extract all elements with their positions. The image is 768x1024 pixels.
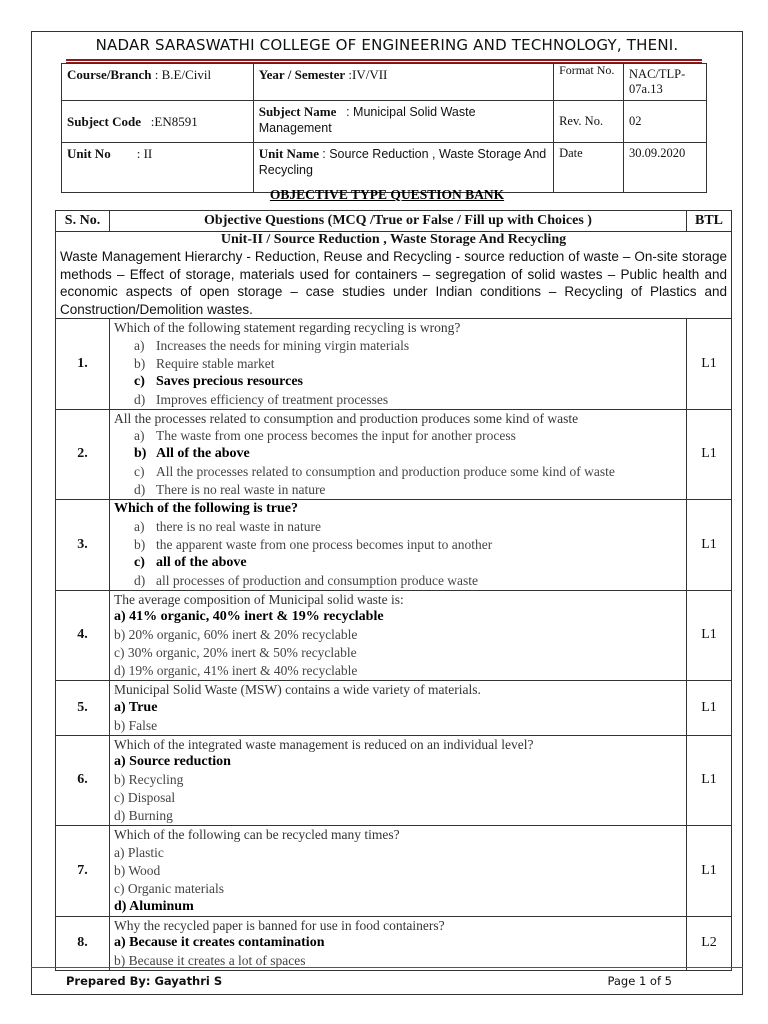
course-label: Course/Branch: [67, 67, 152, 82]
answer-option: [114, 934, 682, 952]
unit-no-cell: [62, 143, 254, 193]
format-label: Format No.: [554, 64, 624, 101]
answer-option: [114, 427, 682, 445]
question-text: Which of the following statement regarding recycling is wrong?: [114, 320, 461, 335]
question-text: Why the recycled paper is banned for use in food containers?: [114, 917, 445, 933]
question-text: Which of the following is true?: [114, 501, 298, 516]
question-row: [56, 681, 732, 736]
question-cell: [110, 590, 687, 681]
option-label: b): [134, 355, 146, 371]
option-text: b) False: [114, 717, 158, 733]
option-text: a) Source reduction: [114, 754, 231, 769]
question-cell: [110, 681, 687, 736]
unit-syllabus-cell: [56, 232, 732, 319]
unit-name-value: : Source Reduction , Waste Storage And Recycling: [258, 147, 547, 177]
year-label: Year / Semester: [258, 67, 346, 82]
option-label: c): [134, 464, 145, 479]
answer-option: [114, 391, 682, 409]
question-text: Which of the integrated waste management is reduced on an individual level?: [114, 736, 534, 752]
page-number: Page 1 of 5: [607, 974, 672, 988]
btl-level: L2: [687, 916, 732, 971]
option-text: b) Because it creates a lot of spaces: [114, 953, 306, 968]
date-value: 30.09.2020: [624, 143, 707, 193]
date-label: Date: [554, 143, 624, 193]
answer-option: [114, 699, 682, 717]
answer-option: [114, 572, 682, 590]
rev-value: 02: [624, 101, 707, 143]
subject-code-cell: [62, 101, 254, 143]
btl-level: L1: [687, 500, 732, 591]
answer-option: [114, 898, 682, 916]
question-number: 2.: [56, 409, 110, 500]
rev-label: Rev. No.: [554, 101, 624, 143]
option-text: the apparent waste from one process becomes input to another: [156, 536, 493, 552]
unit-no-label: Unit No: [67, 146, 111, 161]
option-text: d) Burning: [114, 808, 173, 823]
subject-code-label: Subject Code: [67, 113, 142, 129]
answer-option: [114, 626, 682, 644]
option-text: All the processes related to consumption and production produce some kind of waste: [156, 464, 615, 479]
question-cell: [110, 916, 687, 971]
question-row: [56, 409, 732, 500]
question-text: All the processes related to consumption and production produces some kind of waste: [114, 410, 579, 426]
option-text: all of the above: [156, 554, 247, 570]
question-cell: [110, 826, 687, 917]
option-text: c) Disposal: [114, 790, 176, 805]
option-text: d) 19% organic, 41% inert & 40% recyclable: [114, 663, 358, 678]
option-text: b) Wood: [114, 862, 161, 878]
option-text: b) 20% organic, 60% inert & 20% recyclable: [114, 627, 358, 642]
answer-option: [114, 518, 682, 536]
option-label: b): [134, 446, 147, 461]
option-text: c) Organic materials: [114, 880, 224, 896]
btl-level: L1: [687, 590, 732, 681]
answer-option: [114, 608, 682, 626]
option-text: there is no real waste in nature: [156, 518, 321, 534]
page-footer: [66, 974, 702, 992]
option-label: a): [134, 428, 145, 443]
question-number: 4.: [56, 590, 110, 681]
btl-level: L1: [687, 409, 732, 500]
option-label: a): [134, 337, 145, 353]
option-label: d): [134, 572, 146, 588]
unit-no-value: : II: [136, 146, 153, 161]
answer-option: [114, 844, 682, 862]
answer-option: [114, 463, 682, 481]
question-cell: [110, 735, 687, 826]
option-text: a) Plastic: [114, 844, 164, 860]
option-label: c): [134, 554, 145, 570]
unit-name-cell: [253, 143, 553, 193]
subject-name-value: : Municipal Solid Waste Management: [258, 105, 476, 135]
question-row: [56, 826, 732, 917]
option-text: Require stable market: [156, 355, 275, 371]
unit-name-label: Unit Name: [258, 146, 320, 161]
answer-option: [114, 862, 682, 880]
option-text: a) 41% organic, 40% inert & 19% recyclable: [114, 609, 384, 624]
btl-level: L1: [687, 826, 732, 917]
answer-option: [114, 717, 682, 735]
question-text: Municipal Solid Waste (MSW) contains a wide variety of materials.: [114, 682, 481, 697]
answer-option: [114, 536, 682, 554]
question-bank-title: OBJECTIVE TYPE QUESTION BANK: [269, 187, 505, 202]
format-value: NAC/TLP-07a.13: [624, 64, 707, 101]
col-header-sno: S. No.: [56, 211, 110, 232]
answer-option: [114, 355, 682, 373]
answer-option: [114, 644, 682, 662]
col-header-btl: BTL: [687, 211, 732, 232]
question-text: The average composition of Municipal solid waste is:: [114, 591, 404, 607]
unit-syllabus: Waste Management Hierarchy - Reduction, Reuse and Recycling - source reduction of waste – On-site storage methods – Effect of storage, materials used for containers – segregation of solid wastes – Public health and economic aspects of open storage – case studies under Indian conditions – Recycling of Plastics and Construction/Demolition wastes.: [60, 249, 727, 317]
answer-option: [114, 753, 682, 771]
subject-name-label: Subject Name: [258, 104, 337, 119]
question-number: 1.: [56, 319, 110, 410]
year-value: :IV/VII: [348, 67, 388, 82]
question-text: Which of the following can be recycled many times?: [114, 827, 400, 842]
answer-option: [114, 337, 682, 355]
option-text: all processes of production and consumption produce waste: [156, 572, 479, 588]
course-info-table: [61, 63, 707, 193]
option-text: d) Aluminum: [114, 898, 194, 914]
answer-option: [114, 807, 682, 825]
question-row: [56, 500, 732, 591]
course-value: : B.E/Civil: [154, 67, 212, 82]
answer-option: [114, 554, 682, 572]
question-cell: [110, 409, 687, 500]
option-text: a) Because it creates contamination: [114, 935, 325, 950]
question-number: 8.: [56, 916, 110, 971]
option-label: d): [134, 482, 146, 497]
question-table: [55, 210, 732, 971]
college-name: NADAR SARASWATHI COLLEGE OF ENGINEERING AND TECHNOLOGY, THENI.: [95, 36, 679, 54]
col-header-questions: Objective Questions (MCQ /True or False / Fill up with Choices ): [110, 211, 687, 232]
option-text: Saves precious resources: [156, 373, 303, 389]
question-number: 7.: [56, 826, 110, 917]
course-branch-cell: [62, 64, 254, 101]
option-text: Improves efficiency of treatment processes: [156, 391, 389, 407]
option-text: Increases the needs for mining virgin materials: [156, 337, 410, 353]
year-semester-cell: [253, 64, 553, 101]
answer-option: [114, 481, 682, 499]
header-rule: [66, 59, 702, 61]
question-cell: [110, 500, 687, 591]
answer-option: [114, 880, 682, 898]
btl-level: L1: [687, 735, 732, 826]
btl-level: L1: [687, 681, 732, 736]
question-number: 5.: [56, 681, 110, 736]
question-number: 3.: [56, 500, 110, 591]
option-text: c) 30% organic, 20% inert & 50% recyclable: [114, 645, 357, 660]
answer-option: [114, 789, 682, 807]
option-text: b) Recycling: [114, 772, 184, 787]
question-row: [56, 590, 732, 681]
question-row: [56, 735, 732, 826]
answer-option: [114, 373, 682, 391]
answer-option: [114, 445, 682, 463]
question-row: [56, 916, 732, 971]
unit-title: Unit-II / Source Reduction , Waste Storage And Recycling: [220, 232, 567, 247]
prepared-by: Prepared By: Gayathri S: [66, 974, 223, 988]
option-label: c): [134, 373, 145, 389]
question-cell: [110, 319, 687, 410]
btl-level: L1: [687, 319, 732, 410]
option-text: a) True: [114, 699, 158, 715]
option-label: a): [134, 518, 145, 534]
answer-option: [114, 771, 682, 789]
footer-rule: [31, 967, 743, 968]
answer-option: [114, 662, 682, 680]
question-number: 6.: [56, 735, 110, 826]
option-label: d): [134, 391, 146, 407]
option-text: All of the above: [156, 446, 250, 461]
option-text: There is no real waste in nature: [156, 482, 326, 497]
option-text: The waste from one process becomes the input for another process: [156, 428, 516, 443]
subject-name-cell: [253, 101, 553, 143]
question-row: [56, 319, 732, 410]
option-label: b): [134, 536, 146, 552]
subject-code-value: :EN8591: [150, 113, 198, 129]
